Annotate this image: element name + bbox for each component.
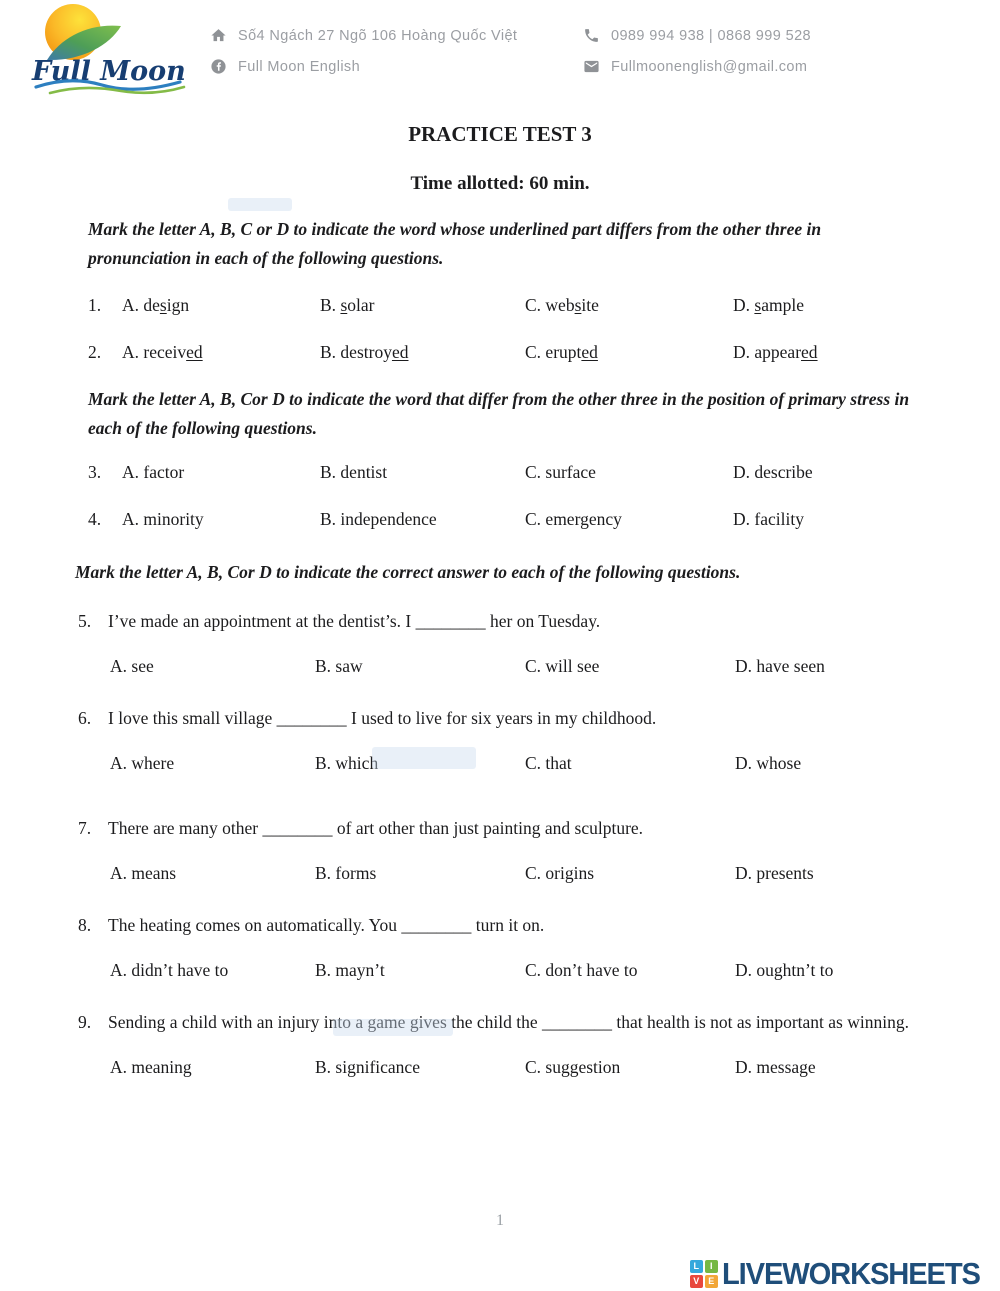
fullmoon-logo-graphic [20, 2, 200, 100]
contact-email [583, 58, 807, 75]
question-1-option-c[interactable]: C. website [525, 295, 599, 315]
contact-phone [583, 27, 811, 44]
watermark-artifact [228, 198, 292, 211]
question-2-option-c[interactable]: C. erupted [525, 342, 598, 362]
question-number: 1. [88, 295, 102, 315]
question-9-option-c[interactable]: C. suggestion [525, 1057, 621, 1077]
question-1-option-a[interactable]: A. design [122, 295, 190, 315]
facebook-icon [210, 58, 227, 75]
question-5-option-d[interactable]: D. have seen [735, 656, 825, 676]
page-title: PRACTICE TEST 3 [408, 122, 592, 146]
question-1-option-d[interactable]: D. sample [733, 295, 804, 315]
contact-email-text: Fullmoonenglish@gmail.com [611, 58, 808, 75]
watermark-artifact [372, 747, 476, 769]
liveworksheets-icon-square: L [690, 1260, 703, 1273]
question-number: 9. [78, 1012, 92, 1032]
question-6 [0, 703, 1000, 775]
test-document [0, 122, 1000, 1079]
question-6-option-b[interactable]: B. which [315, 753, 379, 773]
question-7-option-a[interactable]: A. means [110, 863, 177, 883]
phone-icon [583, 27, 600, 44]
question-8-option-d[interactable]: D. oughtn’t to [735, 960, 834, 980]
question-1-option-b[interactable]: B. solar [320, 295, 375, 315]
mail-icon [583, 58, 600, 75]
watermark-artifact [333, 1019, 453, 1036]
question-3-option-d[interactable]: D. describe [733, 462, 813, 482]
question-stem: I’ve made an appointment at the dentist’s. I ________ her on Tuesday. [108, 611, 601, 631]
question-3-option-b[interactable]: B. dentist [320, 462, 388, 482]
question-3 [88, 460, 1000, 484]
question-number: 6. [78, 708, 92, 728]
question-5-option-b[interactable]: B. saw [315, 656, 363, 676]
liveworksheets-icon-square: V [690, 1275, 703, 1288]
question-8 [0, 910, 1000, 982]
liveworksheets-logo [690, 1258, 996, 1289]
question-7-option-d[interactable]: D. presents [735, 863, 814, 883]
question-stem: Sending a child with an injury into a game gives the child the ________ that health is not as important as winning. [108, 1012, 909, 1032]
question-7 [0, 813, 1000, 885]
question-9-option-a[interactable]: A. meaning [110, 1057, 192, 1077]
question-number: 5. [78, 611, 92, 631]
question-number: 7. [78, 818, 92, 838]
contact-facebook [210, 58, 360, 75]
liveworksheets-icon-square: E [705, 1275, 718, 1288]
question-2-option-d[interactable]: D. appeared [733, 342, 818, 362]
question-5-option-c[interactable]: C. will see [525, 656, 600, 676]
liveworksheets-icon [690, 1260, 718, 1288]
time-allotted: Time allotted: 60 min. [410, 173, 590, 194]
question-number: 3. [88, 462, 102, 482]
question-2 [88, 340, 1000, 364]
question-4 [88, 507, 1000, 531]
question-4-option-c[interactable]: C. emergency [525, 509, 622, 529]
question-5 [0, 606, 1000, 678]
question-3-option-c[interactable]: C. surface [525, 462, 596, 482]
question-4-option-a[interactable]: A. minority [122, 509, 204, 529]
liveworksheets-wordmark: LIVEWORKSHEETS [721, 1256, 980, 1291]
question-3-option-a[interactable]: A. factor [122, 462, 185, 482]
instruction: Mark the letter A, B, Cor D to indicate the word that differ from the other three in the position of primary stress in each of the following questions. [88, 389, 910, 438]
contact-address-text: Số4 Ngách 27 Ngõ 106 Hoàng Quốc Việt [238, 27, 518, 44]
liveworksheets-icon-square: I [705, 1260, 718, 1273]
question-number: 8. [78, 915, 92, 935]
question-4-option-d[interactable]: D. facility [733, 509, 804, 529]
question-8-option-a[interactable]: A. didn’t have to [110, 960, 229, 980]
question-stem: There are many other ________ of art other than just painting and sculpture. [108, 818, 644, 838]
question-stem: I love this small village ________ I used to live for six years in my childhood. [108, 708, 657, 728]
instruction: Mark the letter A, B, C or D to indicate the word whose underlined part differs from the other three in pronunciation in each of the following questions. [88, 219, 822, 268]
question-6-option-c[interactable]: C. that [525, 753, 572, 773]
contact-address [210, 27, 517, 44]
contact-facebook-text: Full Moon English [238, 58, 361, 75]
fullmoon-logo-text: Full Moon [32, 56, 186, 87]
question-6-option-a[interactable]: A. where [110, 753, 175, 773]
question-2-option-b[interactable]: B. destroyed [320, 342, 409, 362]
question-5-option-a[interactable]: A. see [110, 656, 154, 676]
question-9-option-d[interactable]: D. message [735, 1057, 816, 1077]
question-8-option-b[interactable]: B. mayn’t [315, 960, 385, 980]
question-8-option-c[interactable]: C. don’t have to [525, 960, 638, 980]
question-number: 2. [88, 342, 102, 362]
question-9-option-b[interactable]: B. significance [315, 1057, 420, 1077]
page-number: 1 [496, 1212, 504, 1229]
question-4-option-b[interactable]: B. independence [320, 509, 437, 529]
question-blocks [0, 215, 1000, 1079]
question-number: 4. [88, 509, 102, 529]
question-7-option-b[interactable]: B. forms [315, 863, 377, 883]
home-icon [210, 27, 227, 44]
question-9 [0, 1007, 1000, 1079]
contact-phone-text: 0989 994 938 | 0868 999 528 [611, 27, 812, 44]
question-7-option-c[interactable]: C. origins [525, 863, 595, 883]
fullmoon-logo [20, 2, 200, 100]
letterhead [0, 0, 1000, 104]
question-2-option-a[interactable]: A. received [122, 342, 203, 362]
question-stem: The heating comes on automatically. You ________ turn it on. [108, 915, 545, 935]
question-1 [88, 293, 1000, 317]
question-6-option-d[interactable]: D. whose [735, 753, 802, 773]
instruction: Mark the letter A, B, Cor D to indicate the correct answer to each of the following questions. [75, 562, 741, 582]
